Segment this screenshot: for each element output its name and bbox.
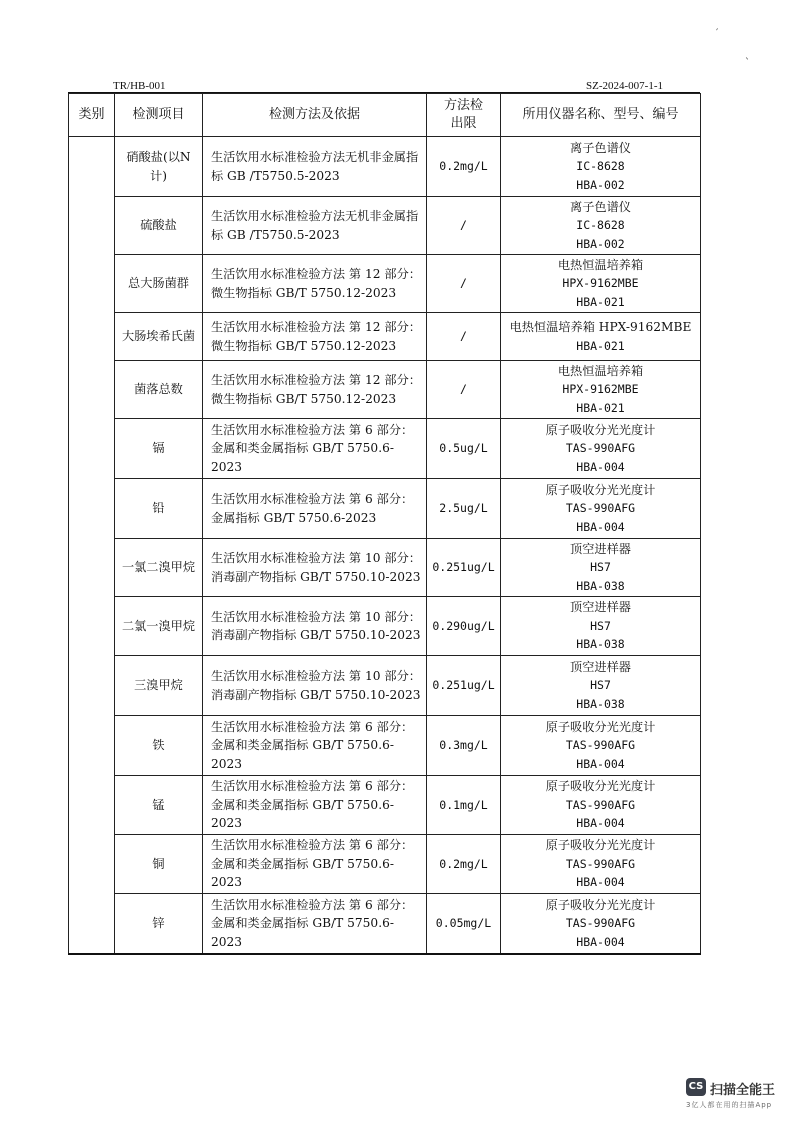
item-cell: 菌落总数 bbox=[115, 361, 203, 419]
instrument-name: 电热恒温培养箱 HPX-9162MBE bbox=[509, 320, 692, 334]
item-cell: 铅 bbox=[115, 479, 203, 539]
item-cell: 铜 bbox=[115, 835, 203, 894]
limit-cell: 0.2mg/L bbox=[427, 137, 501, 197]
column-header-category: 类别 bbox=[69, 94, 115, 137]
table-row bbox=[69, 656, 701, 716]
item-cell: 总大肠菌群 bbox=[115, 255, 203, 313]
instrument-model: IC-8628 bbox=[576, 159, 625, 174]
method-cell: 生活饮用水标准检验方法 第 10 部分：消毒副产物指标 GB/T 5750.10-2023 bbox=[203, 539, 427, 597]
instrument-code: HBA-004 bbox=[576, 519, 625, 534]
watermark-tagline: 3亿人都在用的扫描App bbox=[686, 1101, 773, 1109]
method-cell: 生活饮用水标准检验方法 第 12 部分：微生物指标 GB/T 5750.12-2023 bbox=[203, 255, 427, 313]
watermark-name: 扫描全能王 bbox=[710, 1083, 776, 1098]
instrument-cell bbox=[501, 894, 701, 954]
method-cell: 生活饮用水标准检验方法无机非金属指标 GB /T5750.5-2023 bbox=[203, 137, 427, 197]
method-cell: 生活饮用水标准检验方法无机非金属指标 GB /T5750.5-2023 bbox=[203, 197, 427, 255]
instrument-code: HBA-038 bbox=[576, 578, 625, 593]
table-header-row bbox=[69, 94, 701, 137]
instrument-name: 电热恒温培养箱 bbox=[557, 363, 644, 378]
instrument-name: 原子吸收分光光度计 bbox=[545, 719, 656, 734]
instrument-model: HS7 bbox=[590, 678, 611, 693]
instrument-name: 原子吸收分光光度计 bbox=[545, 482, 656, 497]
instrument-model: IC-8628 bbox=[576, 218, 625, 233]
method-cell: 生活饮用水标准检验方法 第 6 部分：金属和类金属指标 GB/T 5750.6-2023 bbox=[203, 419, 427, 479]
limit-cell: 0.3mg/L bbox=[427, 716, 501, 776]
method-cell: 生活饮用水标准检验方法 第 6 部分：金属和类金属指标 GB/T 5750.6-2023 bbox=[203, 894, 427, 954]
item-cell: 锌 bbox=[115, 894, 203, 954]
instrument-cell bbox=[501, 835, 701, 894]
instrument-code: HBA-021 bbox=[576, 338, 625, 353]
table-row bbox=[69, 539, 701, 597]
instrument-name: 顶空进样器 bbox=[570, 659, 631, 674]
instrument-model: HS7 bbox=[590, 560, 611, 575]
limit-cell: 0.5ug/L bbox=[427, 419, 501, 479]
instrument-code: HBA-038 bbox=[576, 637, 625, 652]
instrument-model: TAS-990AFG bbox=[565, 797, 636, 812]
scan-speck: ′ bbox=[716, 28, 719, 39]
item-cell: 三溴甲烷 bbox=[115, 656, 203, 716]
method-cell: 生活饮用水标准检验方法 第 6 部分：金属指标 GB/T 5750.6-2023 bbox=[203, 479, 427, 539]
item-cell: 镉 bbox=[115, 419, 203, 479]
method-cell: 生活饮用水标准检验方法 第 10 部分：消毒副产物指标 GB/T 5750.10-2023 bbox=[203, 597, 427, 656]
instrument-code: HBA-038 bbox=[576, 696, 625, 711]
instrument-name: 原子吸收分光光度计 bbox=[545, 838, 656, 853]
method-cell: 生活饮用水标准检验方法 第 6 部分：金属和类金属指标 GB/T 5750.6-2023 bbox=[203, 835, 427, 894]
limit-cell: / bbox=[427, 197, 501, 255]
limit-cell: 0.2mg/L bbox=[427, 835, 501, 894]
instrument-name: 原子吸收分光光度计 bbox=[545, 422, 656, 437]
instrument-model: HS7 bbox=[590, 618, 611, 633]
table-row bbox=[69, 776, 701, 835]
instrument-model: TAS-990AFG bbox=[565, 916, 636, 930]
scan-speck: ` bbox=[745, 58, 750, 69]
instrument-model: TAS-990AFG bbox=[565, 856, 636, 871]
instrument-code: HBA-004 bbox=[576, 816, 625, 831]
limit-cell: 0.1mg/L bbox=[427, 776, 501, 835]
method-cell: 生活饮用水标准检验方法 第 6 部分：金属和类金属指标 GB/T 5750.6-2023 bbox=[203, 776, 427, 835]
limit-cell: / bbox=[427, 255, 501, 313]
category-cell bbox=[69, 137, 115, 954]
limit-cell: 0.290ug/L bbox=[427, 597, 501, 656]
limit-cell: / bbox=[427, 313, 501, 361]
instrument-code: HBA-021 bbox=[576, 294, 625, 309]
method-cell: 生活饮用水标准检验方法 第 12 部分：微生物指标 GB/T 5750.12-2023 bbox=[203, 361, 427, 419]
item-cell: 大肠埃希氏菌 bbox=[115, 313, 203, 361]
table-row bbox=[69, 255, 701, 313]
column-header-limit: 方法检出限 bbox=[427, 94, 501, 137]
instrument-cell bbox=[501, 197, 701, 255]
table-row bbox=[69, 716, 701, 776]
instrument-code: HBA-004 bbox=[576, 875, 625, 890]
instrument-cell bbox=[501, 137, 701, 197]
test-methods-table bbox=[68, 93, 701, 955]
table-row bbox=[69, 835, 701, 894]
instrument-cell bbox=[501, 313, 701, 361]
table-row bbox=[69, 361, 701, 419]
table-row bbox=[69, 419, 701, 479]
instrument-code: HBA-004 bbox=[576, 934, 625, 949]
instrument-code: HBA-004 bbox=[576, 756, 625, 771]
limit-cell: / bbox=[427, 361, 501, 419]
instrument-cell bbox=[501, 479, 701, 539]
item-cell: 锰 bbox=[115, 776, 203, 835]
instrument-cell bbox=[501, 597, 701, 656]
instrument-model: TAS-990AFG bbox=[565, 441, 636, 456]
method-cell: 生活饮用水标准检验方法 第 6 部分：金属和类金属指标 GB/T 5750.6-2023 bbox=[203, 716, 427, 776]
instrument-model: TAS-990AFG bbox=[565, 501, 636, 516]
item-cell: 硝酸盐(以N计) bbox=[115, 137, 203, 197]
instrument-model: TAS-990AFG bbox=[565, 738, 636, 753]
table-row bbox=[69, 479, 701, 539]
instrument-code: HBA-021 bbox=[576, 400, 625, 415]
item-cell: 铁 bbox=[115, 716, 203, 776]
instrument-cell bbox=[501, 361, 701, 419]
limit-cell: 2.5ug/L bbox=[427, 479, 501, 539]
item-cell: 一氯二溴甲烷 bbox=[115, 539, 203, 597]
limit-cell: 0.251ug/L bbox=[427, 539, 501, 597]
document-code-right: SZ-2024-007-1-1 bbox=[586, 80, 663, 92]
scanner-watermark bbox=[686, 1078, 790, 1116]
instrument-cell bbox=[501, 539, 701, 597]
instrument-name: 离子色谱仪 bbox=[570, 199, 631, 214]
table-row bbox=[69, 597, 701, 656]
table-row bbox=[69, 313, 701, 361]
instrument-code: HBA-002 bbox=[576, 236, 625, 251]
table-row bbox=[69, 137, 701, 197]
instrument-cell bbox=[501, 776, 701, 835]
instrument-name: 顶空进样器 bbox=[570, 600, 631, 615]
method-cell: 生活饮用水标准检验方法 第 10 部分：消毒副产物指标 GB/T 5750.10-2023 bbox=[203, 656, 427, 716]
item-cell: 硫酸盐 bbox=[115, 197, 203, 255]
instrument-name: 离子色谱仪 bbox=[570, 140, 631, 155]
instrument-name: 电热恒温培养箱 bbox=[557, 257, 644, 272]
table-row bbox=[69, 197, 701, 255]
column-header-method: 检测方法及依据 bbox=[203, 94, 427, 137]
camscanner-logo-icon: CS bbox=[686, 1078, 706, 1096]
column-header-instrument: 所用仪器名称、型号、编号 bbox=[501, 94, 701, 137]
instrument-cell bbox=[501, 255, 701, 313]
instrument-code: HBA-004 bbox=[576, 459, 625, 474]
instrument-cell bbox=[501, 419, 701, 479]
instrument-model: HPX-9162MBE bbox=[562, 276, 639, 291]
limit-cell: 0.05mg/L bbox=[427, 894, 501, 954]
item-cell: 二氯一溴甲烷 bbox=[115, 597, 203, 656]
instrument-name: 原子吸收分光光度计 bbox=[545, 779, 656, 794]
limit-cell: 0.251ug/L bbox=[427, 656, 501, 716]
instrument-name: 原子吸收分光光度计 bbox=[545, 897, 656, 912]
instrument-model: HPX-9162MBE bbox=[562, 382, 639, 397]
document-code-left: TR/HB-001 bbox=[113, 80, 166, 92]
instrument-name: 顶空进样器 bbox=[570, 541, 631, 556]
column-header-item: 检测项目 bbox=[115, 94, 203, 137]
instrument-cell bbox=[501, 656, 701, 716]
method-cell: 生活饮用水标准检验方法 第 12 部分：微生物指标 GB/T 5750.12-2023 bbox=[203, 313, 427, 361]
instrument-code: HBA-002 bbox=[576, 177, 625, 192]
table-row bbox=[69, 894, 701, 954]
instrument-cell bbox=[501, 716, 701, 776]
